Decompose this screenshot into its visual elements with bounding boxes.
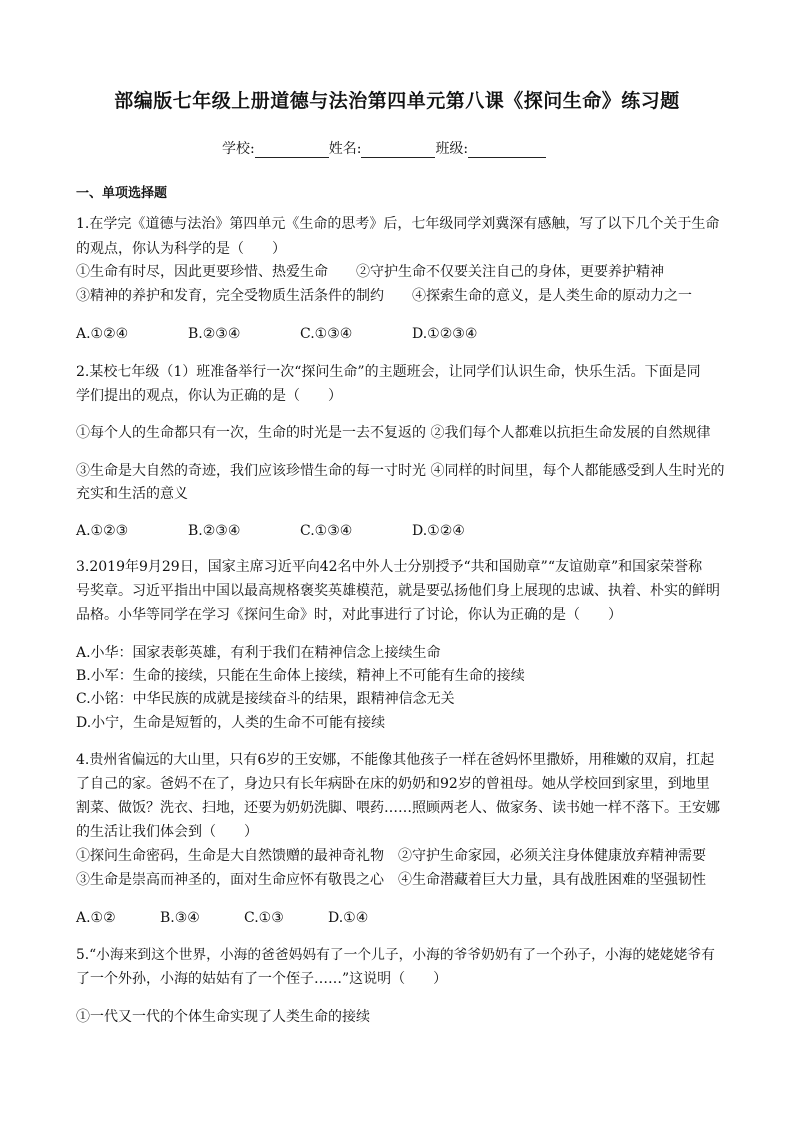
q4-line: ①探问生命密码，生命是大自然馈赠的最神奇礼物 ②守护生命家园，必须关注身体健康放弃精神需要	[76, 848, 706, 864]
q2-line: ③生命是大自然的奇迹，我们应该珍惜生命的每一寸时光 ④同样的时间里，每个人都能感受到人生时光的	[76, 463, 725, 479]
q4-line: 4.贵州省偏远的大山里，只有6岁的王安娜，不能像其他孩子一样在爸妈怀里撒娇，用稚嫩的双肩，扛起	[76, 752, 715, 768]
q3-option[interactable]: B.小军：生命的接续，只能在生命体上接续，精神上不可能有生命的接续	[76, 668, 525, 684]
q1-line: 的观点，你认为科学的是（ ）	[76, 241, 286, 257]
name-blank[interactable]	[361, 143, 435, 158]
choice-a[interactable]: A.①②	[76, 910, 116, 926]
class-label: 班级:	[435, 141, 469, 157]
q1-line: ①生命有时尽，因此更要珍惜、热爱生命 ②守护生命不仅要关注自己的身体，更要养护精神	[76, 264, 664, 280]
class-blank[interactable]	[468, 143, 546, 158]
q2-line: 2.某校七年级（1）班准备举行一次“探问生命”的主题班会，让同学们认识生命，快乐生活。下面是同	[76, 364, 701, 380]
choice-a[interactable]: A.①②④	[76, 326, 129, 342]
q4-line: 的生活让我们体会到（ ）	[76, 824, 258, 840]
choice-b[interactable]: B.②③④	[188, 523, 241, 539]
name-label: 姓名:	[328, 141, 362, 157]
q3-line: 3.2019年9月29日，国家主席习近平向42名中外人士分别授予“共和国勋章”“友谊勋章”和国家荣誉称	[76, 559, 703, 575]
q1-line: 1.在学完《道德与法治》第四单元《生命的思考》后，七年级同学刘冀深有感触，写了以下几个关于生命	[76, 216, 720, 232]
q2-choices	[76, 522, 726, 540]
choice-c[interactable]: C.①③④	[300, 326, 353, 342]
q1-line: ③精神的养护和发育，完全受物质生活条件的制约 ④探索生命的意义，是人类生命的原动力之一	[76, 288, 692, 304]
q5-line: 了一个外孙，小海的姑姑有了一个侄子……”这说明（ ）	[76, 971, 448, 987]
choice-d[interactable]: D.①②③④	[412, 326, 478, 342]
q3-line: 品格。小华等同学在学习《探问生命》时，对此事进行了讨论，你认为正确的是（ ）	[76, 607, 622, 623]
school-blank[interactable]	[255, 143, 329, 158]
q3-line: 号奖章。习近平指出中国以最高规格褒奖英雄模范，就是要弘扬他们身上展现的忠诚、执着、朴实的鲜明	[76, 583, 720, 599]
choice-c[interactable]: C.①③	[244, 910, 284, 926]
q4-line: ③生命是崇高而神圣的，面对生命应怀有敬畏之心 ④生命潜藏着巨大力量，具有战胜困难的坚强韧性	[76, 872, 706, 888]
choice-b[interactable]: B.②③④	[188, 326, 241, 342]
q5-line: ①一代又一代的个体生命实现了人类生命的接续	[76, 1009, 370, 1025]
q2-line: 学们提出的观点，你认为正确的是（ ）	[76, 388, 342, 404]
q2-line: 充实和生活的意义	[76, 486, 188, 502]
q4-line: 了自己的家。爸妈不在了，身边只有长年病卧在床的奶奶和92岁的曾祖母。她从学校回到家里，到地里	[76, 776, 710, 792]
q5-line: 5.“小海来到这个世界，小海的爸爸妈妈有了一个儿子，小海的爷爷奶奶有了一个孙子，小海的姥姥姥爷有	[76, 947, 715, 963]
page-title: 部编版七年级上册道德与法治第四单元第八课《探问生命》练习题	[114, 90, 680, 112]
choice-a[interactable]: A.①②③	[76, 523, 129, 539]
q2-line: ①每个人的生命都只有一次，生命的时光是一去不复返的 ②我们每个人都难以抗拒生命发展的自然规律	[76, 425, 711, 441]
q1-choices	[76, 325, 726, 343]
q3-option[interactable]: A.小华：国家表彰英雄，有利于我们在精神信念上接续生命	[76, 645, 441, 661]
q3-option[interactable]: C.小铭：中华民族的成就是接续奋斗的结果，跟精神信念无关	[76, 691, 455, 707]
choice-d[interactable]: D.①④	[328, 910, 369, 926]
q3-option[interactable]: D.小宁，生命是短暂的，人类的生命不可能有接续	[76, 715, 386, 731]
choice-d[interactable]: D.①②④	[412, 523, 465, 539]
q4-choices	[76, 909, 726, 927]
school-label: 学校:	[222, 141, 255, 157]
choice-b[interactable]: B.③④	[160, 910, 200, 926]
student-info-row	[222, 138, 546, 158]
choice-c[interactable]: C.①③④	[300, 523, 353, 539]
q4-line: 割菜、做饭？洗衣、扫地，还要为奶奶洗脚、喂药……照顾两老人、做家务、读书她一样不落下。王安娜	[76, 800, 720, 816]
section-heading: 一、单项选择题	[76, 186, 168, 201]
